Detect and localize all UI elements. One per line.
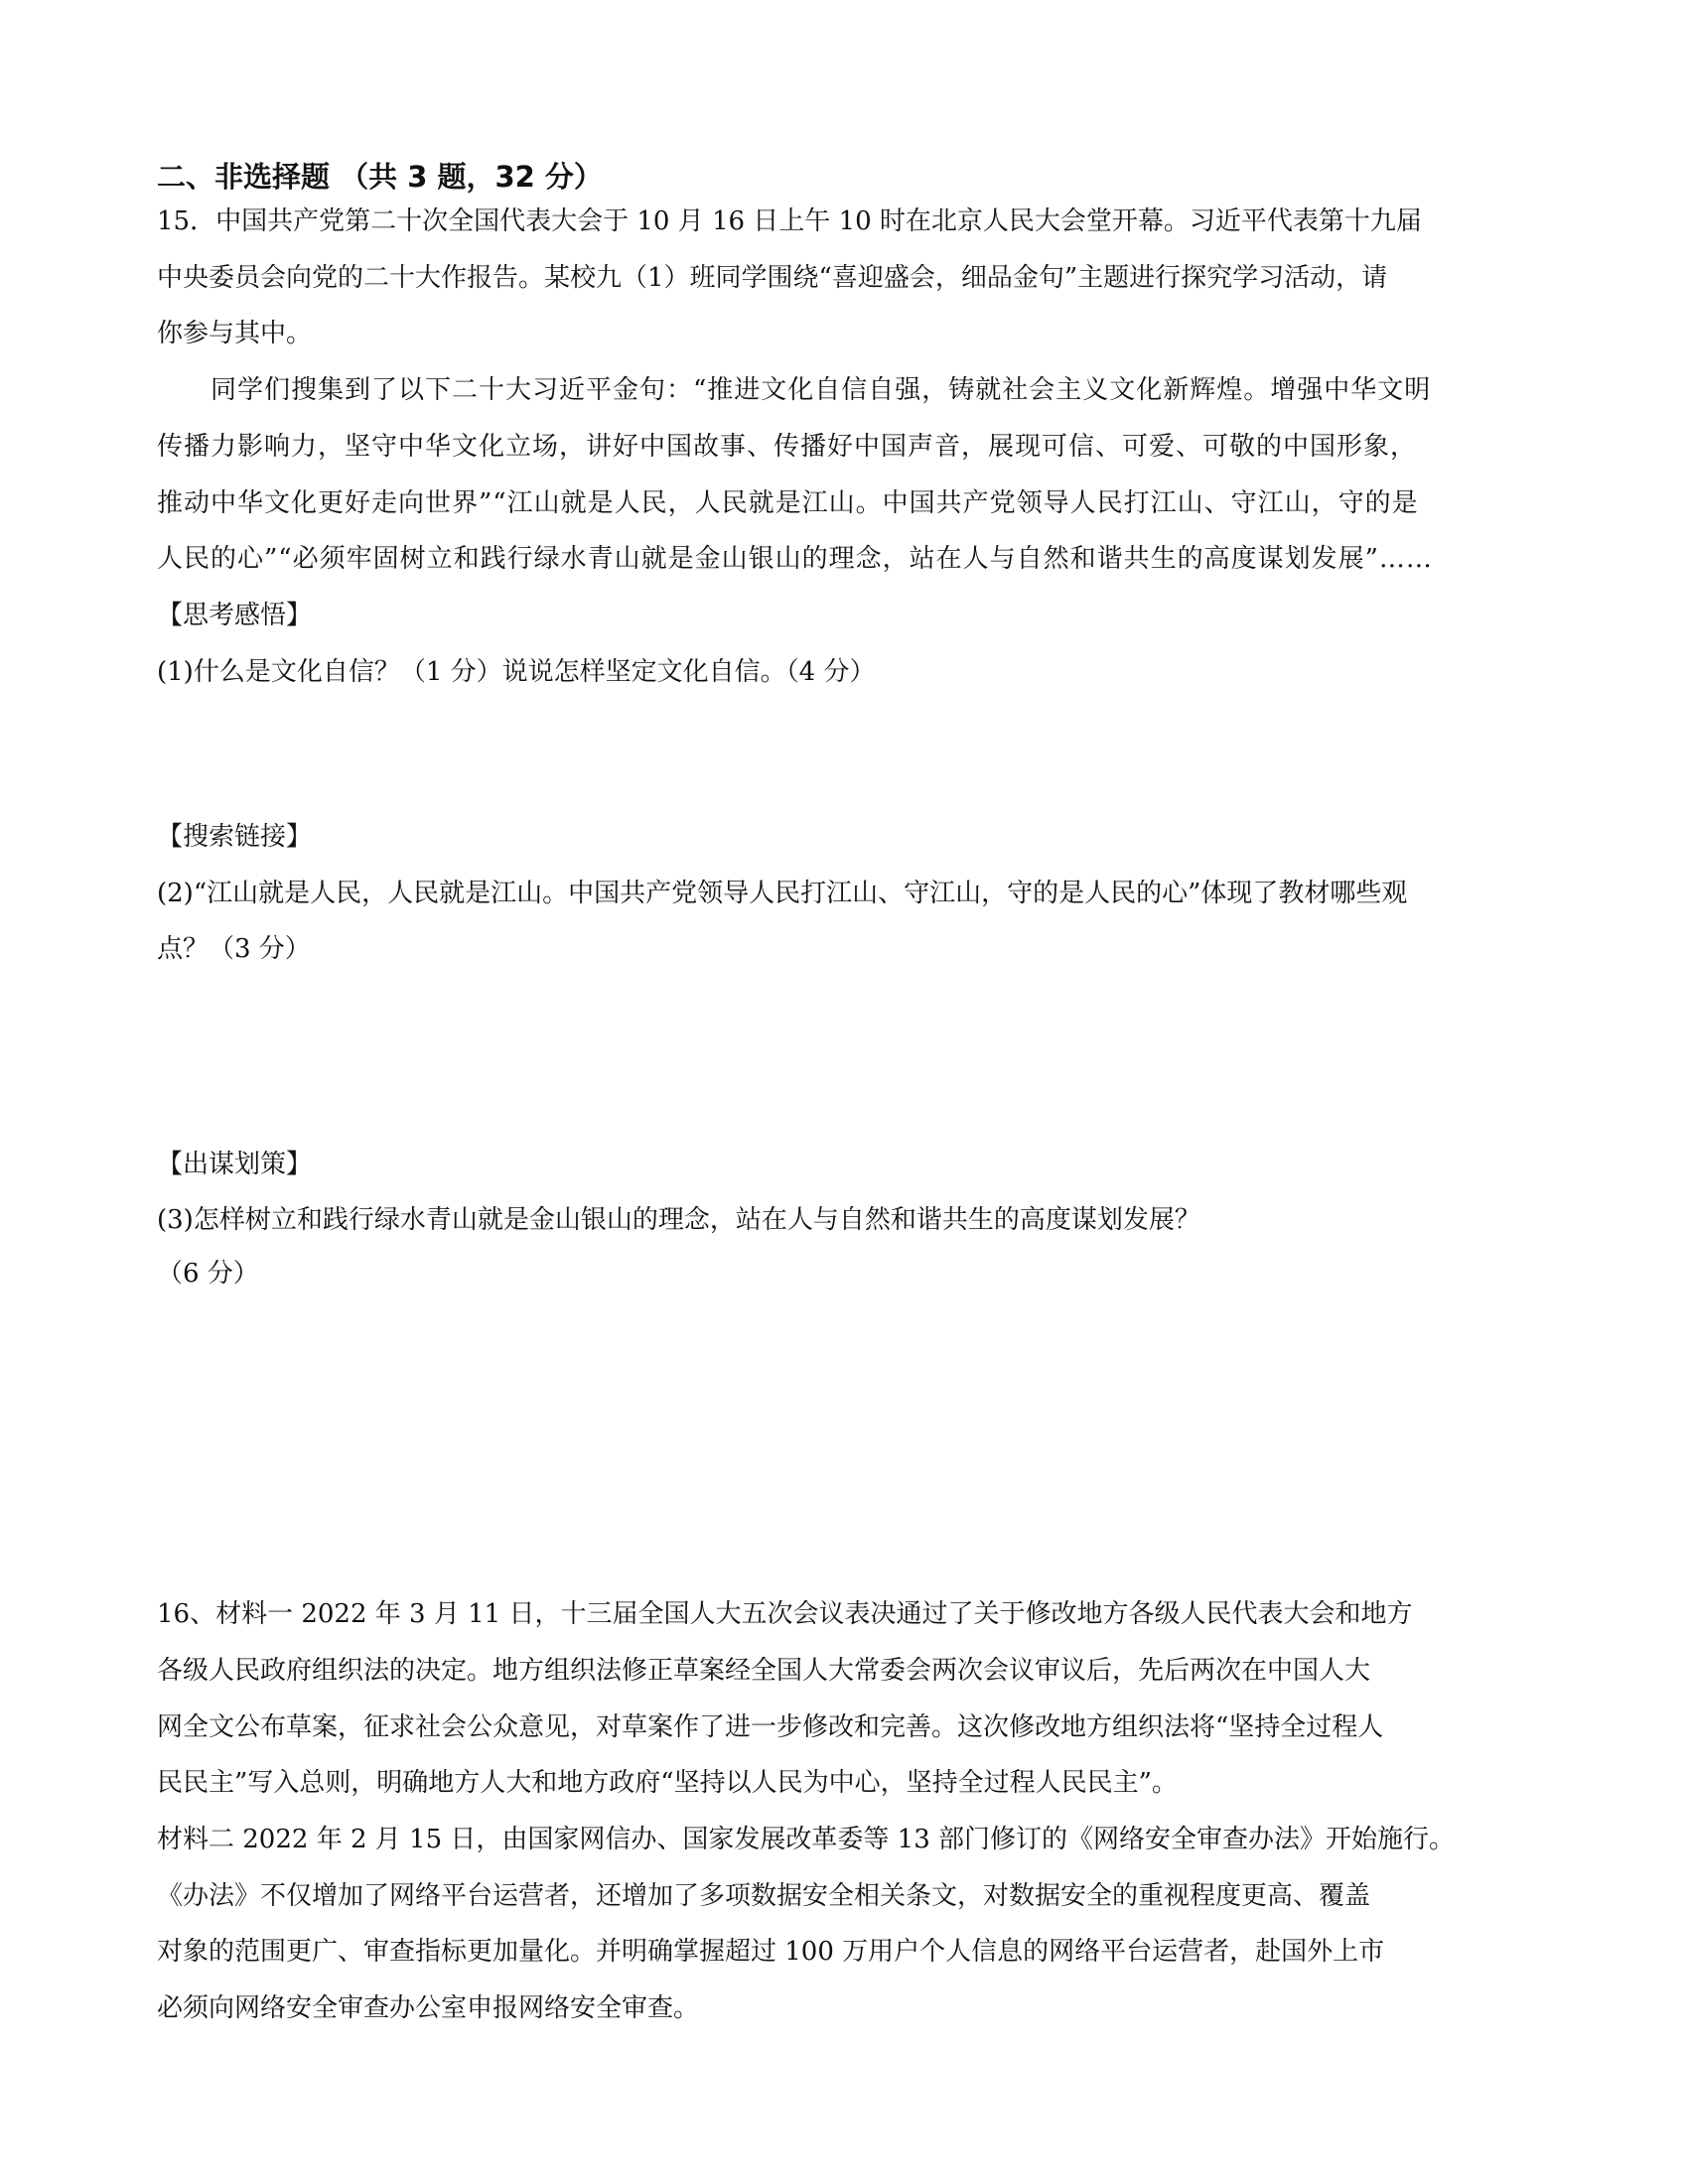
section-heading: 二、非选择题 （共 3 题，32 分）	[157, 160, 603, 194]
q15-material-line-2: 传播力影响力，坚守中华文化立场，讲好中国故事、传播好中国声音，展现可信、可爱、可敬的中国形象，	[157, 432, 1418, 462]
q15-line-2: 中央委员会向党的二十大作报告。某校九（1）班同学围绕“喜迎盛会，细品金句”主题进行探究学习活动，请	[157, 263, 1388, 293]
q16-line-4: 民民主”写入总则，明确地方人大和地方政府“坚持以人民为中心，坚持全过程人民民主”。	[157, 1768, 1178, 1798]
q15-part3-title: 【出谋划策】	[157, 1150, 313, 1179]
q16-line-5: 材料二 2022 年 2 月 15 日，由国家网信办、国家发展改革委等 13 部门修订的《网络安全审查办法》开始施行。	[157, 1825, 1455, 1854]
q15-part1-question: (1)什么是文化自信？（1 分）说说怎样坚定文化自信。（4 分）	[157, 657, 876, 687]
q16-line-8: 必须向网络安全审查办公室申报网络安全审查。	[157, 1993, 700, 2023]
q15-part2-question-line-2: 点？（3 分）	[157, 934, 311, 964]
q15-line-3: 你参与其中。	[157, 319, 313, 348]
q15-part2-title: 【搜索链接】	[157, 822, 313, 852]
q16-line-3: 网全文公布草案，征求社会公众意见，对草案作了进一步修改和完善。这次修改地方组织法将“坚持全过程人	[157, 1712, 1384, 1742]
q15-material-line-3: 推动中华文化更好走向世界”“江山就是人民，人民就是江山。中国共产党领导人民打江山、守江山，守的是	[157, 488, 1419, 518]
q15-part1-title: 【思考感悟】	[157, 601, 313, 630]
q16-line-1: 16、材料一 2022 年 3 月 11 日，十三届全国人大五次会议表决通过了关于修改地方各级人民代表大会和地方	[157, 1599, 1413, 1629]
q16-line-6: 《办法》不仅增加了网络平台运营者，还增加了多项数据安全相关条文，对数据安全的重视程度更高、覆盖	[157, 1881, 1371, 1911]
q16-line-7: 对象的范围更广、审查指标更加量化。并明确掌握超过 100 万用户个人信息的网络平台运营者，赴国外上市	[157, 1937, 1385, 1967]
q15-part2-question-line-1: (2)“江山就是人民，人民就是江山。中国共产党领导人民打江山、守江山，守的是人民的心”体现了教材哪些观	[157, 879, 1408, 908]
q16-line-2: 各级人民政府组织法的决定。地方组织法修正草案经全国人大常委会两次会议审议后，先后两次在中国人大	[157, 1656, 1371, 1686]
q15-part3-question-line-2: （6 分）	[157, 1259, 259, 1289]
q15-material-line-4: 人民的心”“必须牢固树立和践行绿水青山就是金山银山的理念，站在人与自然和谐共生的高度谋划发展”……	[157, 544, 1433, 574]
q15-part3-question-line-1: (3)怎样树立和践行绿水青山就是金山银山的理念，站在人与自然和谐共生的高度谋划发展？	[157, 1205, 1200, 1235]
q15-material-line-1: 同学们搜集到了以下二十大习近平金句：“推进文化自信自强，铸就社会主义文化新辉煌。增强中华文明	[211, 375, 1432, 405]
q15-line-1: 15．中国共产党第二十次全国代表大会于 10 月 16 日上午 10 时在北京人民大会堂开幕。习近平代表第十九届	[157, 206, 1422, 236]
